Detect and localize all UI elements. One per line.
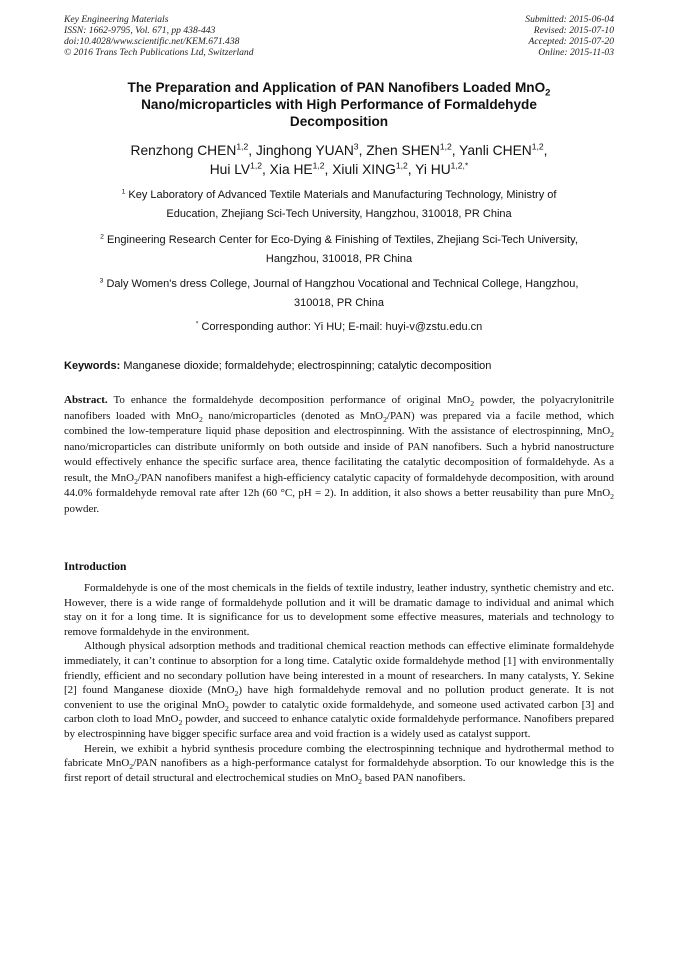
affiliation-1 — [64, 186, 614, 223]
author-name: Renzhong CHEN — [130, 143, 237, 158]
affiliation-text: 310018, PR China — [294, 296, 384, 309]
affiliation-mark: 3 — [99, 277, 104, 285]
author-line-1: Renzhong CHEN$^{1,2}$, Jinghong YUAN$^3$, Zhen SHEN$^{1,2}$, Yanli CHEN$^{1,2}$, — [130, 141, 548, 158]
journal-doi: doi:10.4028/www.scientific.net/KEM.671.438 — [64, 36, 240, 47]
affiliation-mark: 2 — [100, 233, 104, 241]
journal-issn: ISSN: 1662-9795, Vol. 671, pp 438-443 — [64, 25, 216, 36]
keywords-text: Manganese dioxide; formaldehyde; electrospinning; catalytic decomposition — [123, 360, 492, 372]
author-name: Jinghong YUAN — [255, 143, 354, 158]
date-online: Online: 2015-11-03 — [538, 47, 614, 58]
affiliation-text: Education, Zhejiang Sci-Tech University, Hangzhou, 310018, PR China — [166, 207, 512, 220]
paragraph: Although physical adsorption methods and traditional chemical reaction methods can effective eliminate formaldehyde immediately, it can’t continue to absorption for a long time. Catalytic oxide formaldehyde method [1] with environmentally friendly, efficient and no secondary pollution have being interested in a mount of researchers. In many catalysts, Y. Sekine [2] found Manganese dioxide (MnO$_2$) have high formaldehyde removal and no pollution product generate. It is not convenient to use the original MnO$_2$ powder to catalytic oxide formaldehyde, and someone used activated carbon [3] and carbon cloth to load MnO$_2$ powder, and succeed to enhance catalytic oxide formaldehyde performance. Nanofibers prepared by electrospinning have bigger specific surface area and void fraction is a widely used as catalyst support. — [64, 640, 615, 740]
author-affiliation-mark: 3 — [353, 141, 359, 152]
author-affiliation-mark: 1,2 — [531, 141, 544, 152]
abstract-label: Abstract. — [64, 394, 108, 406]
journal-copyright: © 2016 Trans Tech Publications Ltd, Switzerland — [64, 47, 254, 58]
affiliation-text: Hangzhou, 310018, PR China — [265, 252, 413, 265]
affiliation-2 — [64, 231, 614, 268]
section-heading-introduction: Introduction — [64, 561, 127, 573]
title-line-2: Nano/microparticles with High Performance of Formaldehyde — [141, 97, 537, 112]
publication-dates — [525, 14, 614, 58]
paper-title — [64, 79, 614, 130]
author-name: Xia HE — [269, 162, 313, 177]
title-line-3: Decomposition — [289, 114, 389, 129]
date-submitted: Submitted: 2015-06-04 — [525, 14, 614, 25]
author-name: Yanli CHEN — [459, 143, 532, 158]
author-affiliation-mark: 1,2 — [395, 160, 408, 171]
journal-info — [64, 14, 254, 58]
affiliation-text: Daly Women's dress College, Journal of Hangzhou Vocational and Technical College, Hangzhou, — [106, 278, 579, 290]
affiliation-mark: 1 — [121, 188, 126, 196]
author-affiliation-mark: 1,2,* — [450, 160, 469, 171]
author-affiliation-mark: 1,2 — [236, 141, 249, 152]
author-name: Zhen SHEN — [366, 143, 440, 158]
date-revised: Revised: 2015-07-10 — [533, 25, 614, 36]
corresponding-mark: * — [195, 320, 199, 328]
abstract: Abstract. To enhance the formaldehyde decomposition performance of original MnO$_2$ powder, the polyacrylonitrile nanofibers loaded with MnO$_2$ nano/microparticles (denoted as MnO$_2$/PAN) was prepared via a facile method, which combined the low-temperature liquid phase deposition and electrospinning. With the assistance of electrospinning, MnO$_2$ nano/microparticles can distribute uniformly on both outside and inside of PAN nanofibers. Such a hybrid nanostructure would effectively enhance the specific surface area, thence facilitating the catalytic decomposition of formaldehyde. As a result, the MnO$_2$/PAN nanofibers manifest a high-efficiency catalytic capacity of formaldehyde decomposition, with around 44.0% formaldehyde removal rate after 12h (60 °C, pH = 2). In addition, it also shows a better reusability than pure MnO$_2$ powder. — [64, 394, 615, 515]
paragraph: Herein, we exhibit a hybrid synthesis procedure combing the electrospinning technique and hydrothermal method to fabricate MnO$_2$/PAN nanofibers as a high-performance catalyst for formaldehyde absorption. To our knowledge this is the first report of detail structural and electrochemical studies on MnO$_2$ based PAN nanofibers. — [64, 742, 614, 786]
author-line-2: Hui LV$^{1,2}$, Xia HE$^{1,2}$, Xiuli XING$^{1,2}$, Yi $HU^{1,2,*}$ — [209, 160, 469, 177]
author-name: Xiuli XING — [332, 162, 396, 177]
author-name: Hui LV — [209, 162, 251, 177]
introduction-body — [64, 581, 614, 785]
keywords — [64, 359, 614, 374]
author-affiliation-mark: 1,2 — [312, 160, 325, 171]
journal-name: Key Engineering Materials — [64, 14, 169, 25]
keywords-label: Keywords: — [64, 360, 121, 372]
title-line-1: The Preparation and Application of PAN Nanofibers Loaded MnO$_2$ — [127, 80, 551, 99]
author-affiliation-mark: 1,2 — [250, 160, 262, 171]
corresponding-author — [64, 318, 614, 337]
author-name: Yi HU — [415, 162, 451, 177]
affiliation-3 — [64, 275, 614, 312]
author-affiliation-mark: 1,2 — [439, 141, 452, 152]
paragraph: Formaldehyde is one of the most chemicals in the fields of textile industry, leather industry, synthetic chemistry and etc. However, there is a wide range of formaldehyde pollution and it will be dramatic damage to individual and animal which stay on it for a long time. It is significance for us to development some effective measures, materials and technology to remove formaldehyde in the environment. — [64, 582, 614, 638]
affiliation-text: Engineering Research Center for Eco-Dying & Finishing of Textiles, Zhejiang Sci-Tech University, — [106, 234, 578, 246]
date-accepted: Accepted: 2015-07-20 — [528, 36, 614, 47]
affiliation-text: Key Laboratory of Advanced Textile Materials and Manufacturing Technology, Ministry of — [128, 189, 557, 201]
author-list — [64, 141, 614, 179]
corresponding-text: Corresponding author: Yi HU; E-mail: huyi-v@zstu.edu.cn — [201, 321, 483, 333]
